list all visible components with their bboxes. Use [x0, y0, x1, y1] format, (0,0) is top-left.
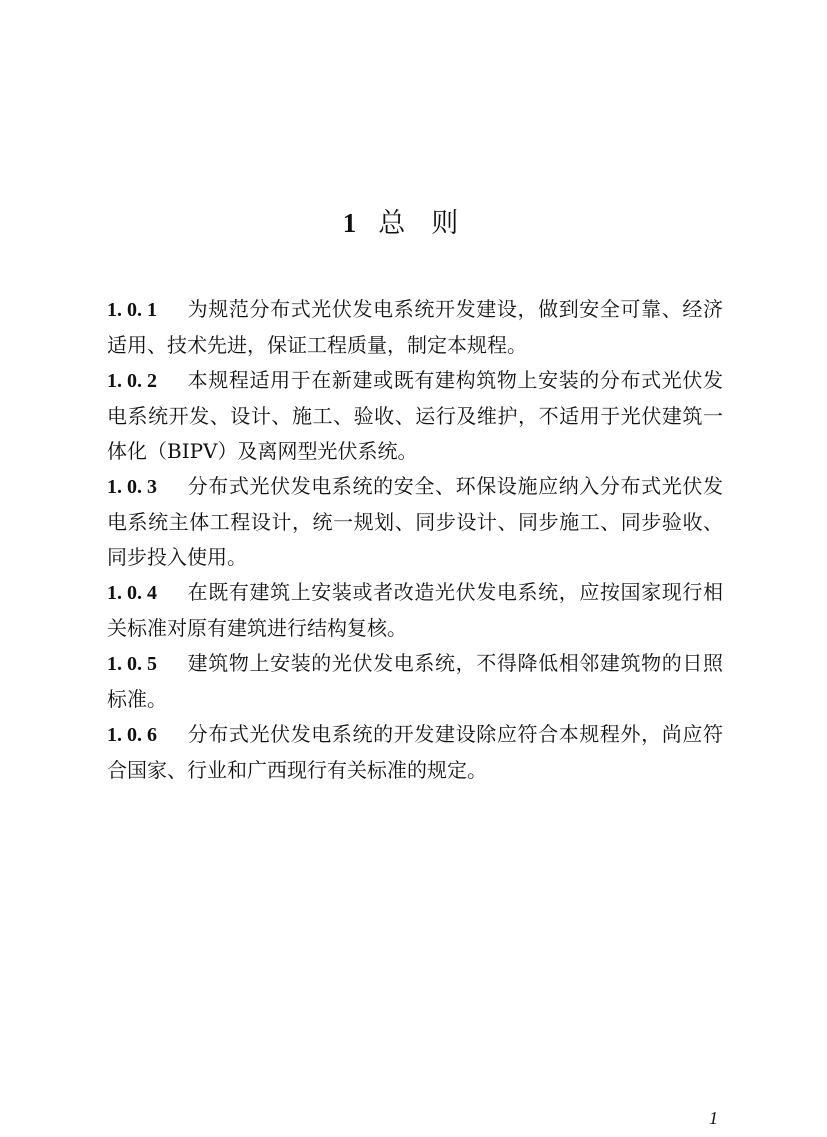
clause-number: 1. 0. 2: [107, 370, 157, 392]
clause-number: 1. 0. 4: [107, 582, 157, 604]
chapter-number: 1: [342, 208, 357, 238]
clause-1-0-4: [107, 575, 723, 646]
clause-text: 分布式光伏发电系统的开发建设除应符合本规程外，尚应符合国家、行业和广西现行有关标准的规定。: [107, 722, 723, 782]
clause-number: 1. 0. 5: [107, 653, 157, 675]
page-number: 1: [709, 1108, 718, 1128]
clause-text: 在既有建筑上安装或者改造光伏发电系统，应按国家现行相关标准对原有建筑进行结构复核。: [107, 580, 723, 640]
clause-text: 分布式光伏发电系统的安全、环保设施应纳入分布式光伏发电系统主体工程设计，统一规划、同步设计、同步施工、同步验收、同步投入使用。: [107, 474, 723, 569]
clause-1-0-3: [107, 469, 723, 575]
clause-1-0-5: [107, 646, 723, 717]
clause-number: 1. 0. 6: [107, 724, 157, 746]
chapter-title: 总则: [378, 208, 485, 239]
clause-number: 1. 0. 1: [107, 299, 157, 321]
clause-1-0-2: [107, 363, 723, 469]
clause-text: 建筑物上安装的光伏发电系统，不得降低相邻建筑物的日照标准。: [107, 651, 723, 711]
clause-text: 为规范分布式光伏发电系统开发建设，做到安全可靠、经济适用、技术先进，保证工程质量，制定本规程。: [107, 297, 723, 357]
chapter-heading: [0, 203, 827, 244]
clause-text: 本规程适用于在新建或既有建构筑物上安装的分布式光伏发电系统开发、设计、施工、验收、运行及维护，不适用于光伏建筑一体化（BIPV）及离网型光伏系统。: [107, 368, 723, 463]
clause-1-0-6: [107, 717, 723, 788]
clause-list: [107, 292, 723, 788]
clause-number: 1. 0. 3: [107, 476, 157, 498]
clause-1-0-1: [107, 292, 723, 363]
